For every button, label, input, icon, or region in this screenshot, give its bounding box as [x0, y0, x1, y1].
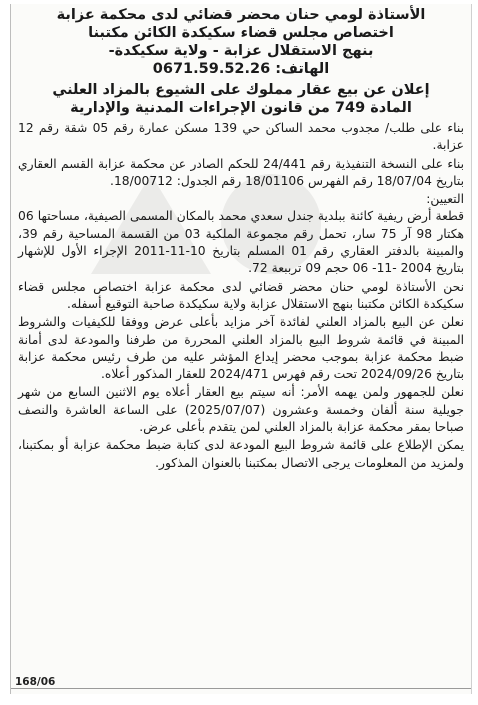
- announcement-title: إعلان عن بيع عقار مملوك على الشيوع بالمزاد العلني: [52, 82, 430, 98]
- footer-divider: [11, 688, 471, 689]
- jurisdiction-line: اختصاص مجلس قضاء سكيكدة الكائن مكتبنا: [88, 25, 394, 41]
- bailiff-name-line: الأستاذة لومي حنان محضر قضائي لدى محكمة عزابة: [56, 7, 426, 23]
- notice-header: [11, 6, 471, 117]
- phone-number: 0671.59.52.26: [152, 61, 271, 77]
- phone-line: [19, 60, 463, 78]
- legal-article-line: المادة 749 من قانون الإجراءات المدنية والإدارية: [70, 100, 412, 116]
- phone-label: الهاتف:: [275, 61, 330, 77]
- designation-label: التعيين:: [426, 192, 464, 207]
- footer-reference: 168/06: [15, 676, 56, 688]
- auction-announcement-paragraph: نعلن عن البيع بالمزاد العلني لفائدة آخر مزايد بأعلى عرض ووفقا للكيفيات والشروط المبينة في قائمة شروط البيع بالمزاد العلني المحررة من طرفنا والمودعة لدى أمانة ضبط محكمة عزابة بموجب محضر إيداع المؤشر عليه من طرف رئيس محكمة عزابة بتاريخ 2024/09/26 تحت رقم فهرس 2024/471 للعقار المذكور أعلاه.: [18, 315, 464, 382]
- notice-body: [11, 117, 471, 472]
- legal-notice-page: [10, 4, 472, 694]
- bailiff-declaration-paragraph: نحن الأستاذة لومي حنان محضر قضائي لدى محكمة عزابة اختصاص مجلس قضاء سكيكدة الكائن مكتبنا بنهج الاستقلال عزابة ولاية سكيكدة صاحبة التوقيع أسفله.: [18, 279, 464, 311]
- request-paragraph: بناء على طلب/ مجدوب محمد الساكن حي 139 مسكن عمارة رقم 05 شقة رقم 12 عزابة.: [18, 121, 464, 153]
- auction-date-paragraph: نعلن للجمهور ولمن يهمه الأمر: أنه سيتم بيع العقار أعلاه يوم الاثنين السابع من شهر جويلية سنة ألفان وخمسة وعشرون (2025/07/07) على الساعة العاشرة والنصف صباحا بمقر محكمة عزابة بالمزاد العلني لمن يتقدم بأعلى عرض.: [18, 385, 465, 435]
- property-description-paragraph: قطعة أرض ريفية كائنة ببلدية جندل سعدي محمد بالمكان المسمى الصيفية، مساحتها 06 هكتار 98 آر 75 سار، تحمل رقم مجموعة الملكية 03 من القسمة المساحية رقم 39، والمبينة بالدفتر العقاري رقم 01 المسلم بتاريخ 10-11-2011 الإجراء الأول للإشهار بتاريخ 2004 -11- 06 حجم 09 ترببعة 72.: [18, 209, 464, 276]
- judgment-paragraph: بناء على النسخة التنفيذية رقم 24/441 للحكم الصادر عن محكمة عزابة القسم العقاري بتاريخ 18/07/04 رقم الفهرس 18/01106 رقم الجدول: 18/00712.: [18, 156, 464, 188]
- address-line: بنهج الاستقلال عزابة - ولاية سكيكدة-: [108, 43, 374, 59]
- contact-paragraph: يمكن الإطلاع على قائمة شروط البيع المودعة لدى كتابة ضبط محكمة عزابة أو بمكتبنا، ولمزيد من المعلومات يرجى الاتصال بمكتبنا بالعنوان المذكور.: [18, 438, 464, 470]
